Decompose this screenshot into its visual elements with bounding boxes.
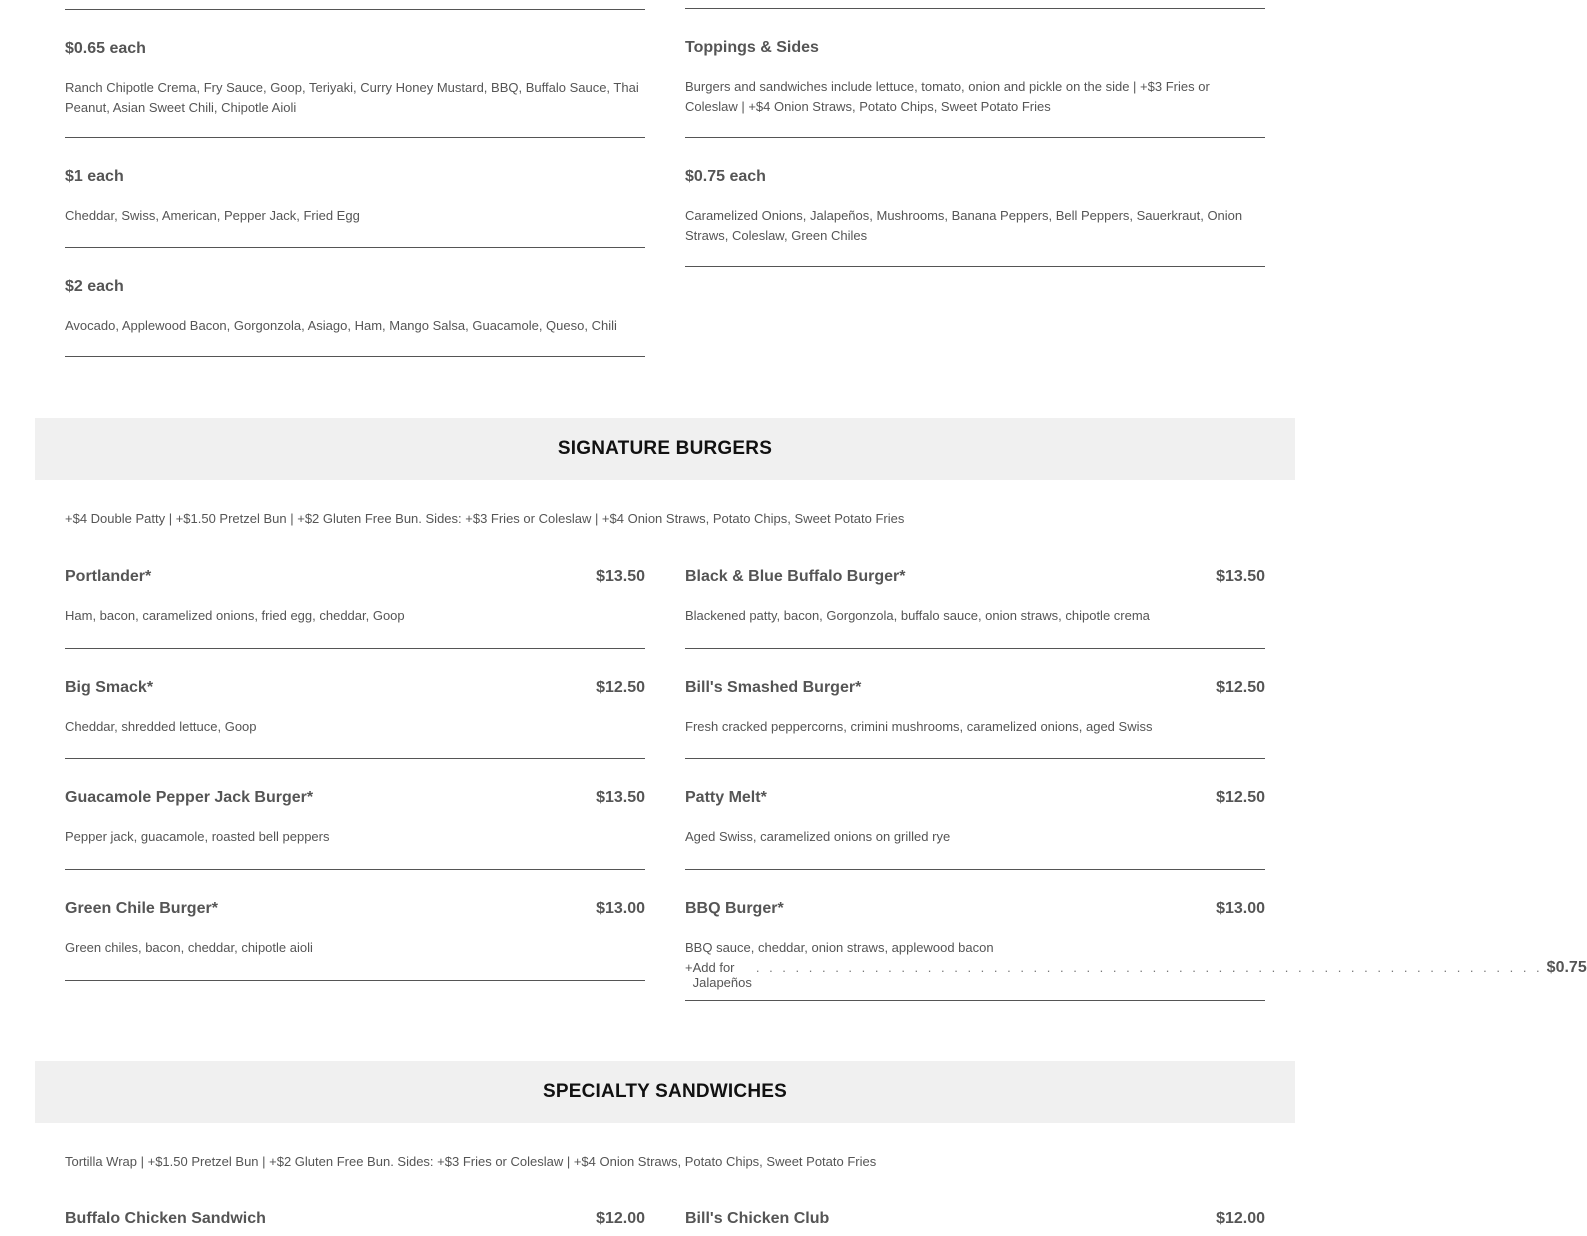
menu-item — [65, 679, 645, 737]
topping-group-items: Ranch Chipotle Crema, Fry Sauce, Goop, Teriyaki, Curry Honey Mustard, BBQ, Buffalo Sauce, Thai Peanut, Asian Sweet Chili, Chipotle Aioli — [65, 80, 639, 115]
menu-item — [65, 1210, 645, 1228]
divider — [685, 869, 1265, 870]
item-description: Pepper jack, guacamole, roasted bell peppers — [65, 829, 330, 844]
topping-group-items: Burgers and sandwiches include lettuce, tomato, onion and pickle on the side | +$3 Fries or Coleslaw | +$4 Onion Straws, Potato Chips, Sweet Potato Fries — [685, 79, 1210, 114]
item-name: Green Chile Burger* — [65, 900, 218, 917]
item-price: $12.50 — [1216, 789, 1265, 806]
item-price: $12.00 — [1216, 1210, 1265, 1227]
menu-item — [685, 568, 1265, 626]
divider — [685, 648, 1265, 649]
topping-group-items: Avocado, Applewood Bacon, Gorgonzola, Asiago, Ham, Mango Salsa, Guacamole, Queso, Chili — [65, 317, 617, 333]
signature-options-note: +$4 Double Patty | +$1.50 Pretzel Bun | +$2 Gluten Free Bun. Sides: +$3 Fries or Coleslaw | +$4 Onion Straws, Potato Chips, Sweet Potato Fries — [65, 511, 905, 526]
toppings-left-column — [65, 9, 645, 357]
item-price: $12.50 — [1216, 679, 1265, 696]
item-name: Bill's Chicken Club — [685, 1210, 830, 1227]
item-description: Fresh cracked peppercorns, crimini mushrooms, caramelized onions, aged Swiss — [685, 719, 1153, 734]
item-name: Big Smack* — [65, 679, 154, 696]
divider — [65, 980, 645, 981]
specialty-options-note: Tortilla Wrap | +$1.50 Pretzel Bun | +$2 Gluten Free Bun. Sides: +$3 Fries or Coleslaw | +$4 Onion Straws, Potato Chips, Sweet Potato Fries — [65, 1154, 877, 1169]
divider — [65, 648, 645, 649]
item-price: $13.00 — [1216, 900, 1265, 917]
item-description: Green chiles, bacon, cheddar, chipotle aioli — [65, 940, 313, 955]
divider — [685, 758, 1265, 759]
item-description: Aged Swiss, caramelized onions on grilled rye — [685, 829, 951, 844]
topping-group-title: $1 each — [65, 168, 124, 185]
item-price: $13.50 — [1216, 568, 1265, 585]
topping-group-items: Caramelized Onions, Jalapeños, Mushrooms, Banana Peppers, Bell Peppers, Sauerkraut, Onion Straws, Coleslaw, Green Chiles — [685, 208, 1243, 243]
toppings-right-column — [685, 8, 1265, 267]
divider — [685, 266, 1265, 267]
menu-item — [65, 789, 645, 847]
item-price: $13.50 — [596, 789, 645, 806]
menu-item — [65, 568, 645, 626]
item-name: BBQ Burger* — [685, 900, 784, 917]
item-name: Portlander* — [65, 568, 152, 585]
item-addon — [685, 958, 1587, 990]
topping-group-title: Toppings & Sides — [685, 39, 819, 56]
menu-item — [65, 900, 645, 958]
topping-group-items: Cheddar, Swiss, American, Pepper Jack, Fried Egg — [65, 208, 360, 223]
item-name: Black & Blue Buffalo Burger* — [685, 568, 906, 585]
item-price: $13.00 — [596, 900, 645, 917]
item-name: Patty Melt* — [685, 789, 767, 806]
item-name: Bill's Smashed Burger* — [685, 679, 862, 696]
plus-icon: + — [685, 959, 693, 975]
item-description: Blackened patty, bacon, Gorgonzola, buffalo sauce, onion straws, chipotle crema — [685, 608, 1150, 623]
menu-item — [685, 679, 1265, 737]
item-price: $13.50 — [596, 568, 645, 585]
menu-item — [685, 789, 1265, 847]
item-name: Guacamole Pepper Jack Burger* — [65, 789, 314, 806]
menu-item — [685, 900, 1587, 990]
item-description: BBQ sauce, cheddar, onion straws, applewood bacon — [685, 940, 994, 955]
addon-price: $0.75 — [1546, 958, 1587, 976]
item-name: Buffalo Chicken Sandwich — [65, 1210, 266, 1227]
divider — [65, 869, 645, 870]
item-price: $12.50 — [596, 679, 645, 696]
item-price: $12.00 — [596, 1210, 645, 1227]
topping-group-title: $0.75 each — [685, 168, 766, 185]
divider — [685, 1000, 1265, 1001]
item-description: Ham, bacon, caramelized onions, fried egg, cheddar, Goop — [65, 608, 405, 623]
leader-dots: . . . . . . . . . . . . . . . . . . . . . . . . . . . . . . . . . . . . . . . . . . . . . . . . . . . . . . . . . . . . — [755, 959, 1543, 975]
divider — [65, 758, 645, 759]
section-heading-signature-burgers: SIGNATURE BURGERS — [35, 418, 1295, 480]
section-heading-specialty-sandwiches: SPECIALTY SANDWICHES — [35, 1061, 1295, 1123]
topping-group-title: $2 each — [65, 277, 124, 295]
divider — [65, 356, 645, 357]
item-description: Cheddar, shredded lettuce, Goop — [65, 719, 257, 734]
menu-item — [685, 1210, 1265, 1228]
addon-label: Add for Jalapeños — [692, 959, 752, 990]
topping-group-title: $0.65 each — [65, 40, 146, 57]
